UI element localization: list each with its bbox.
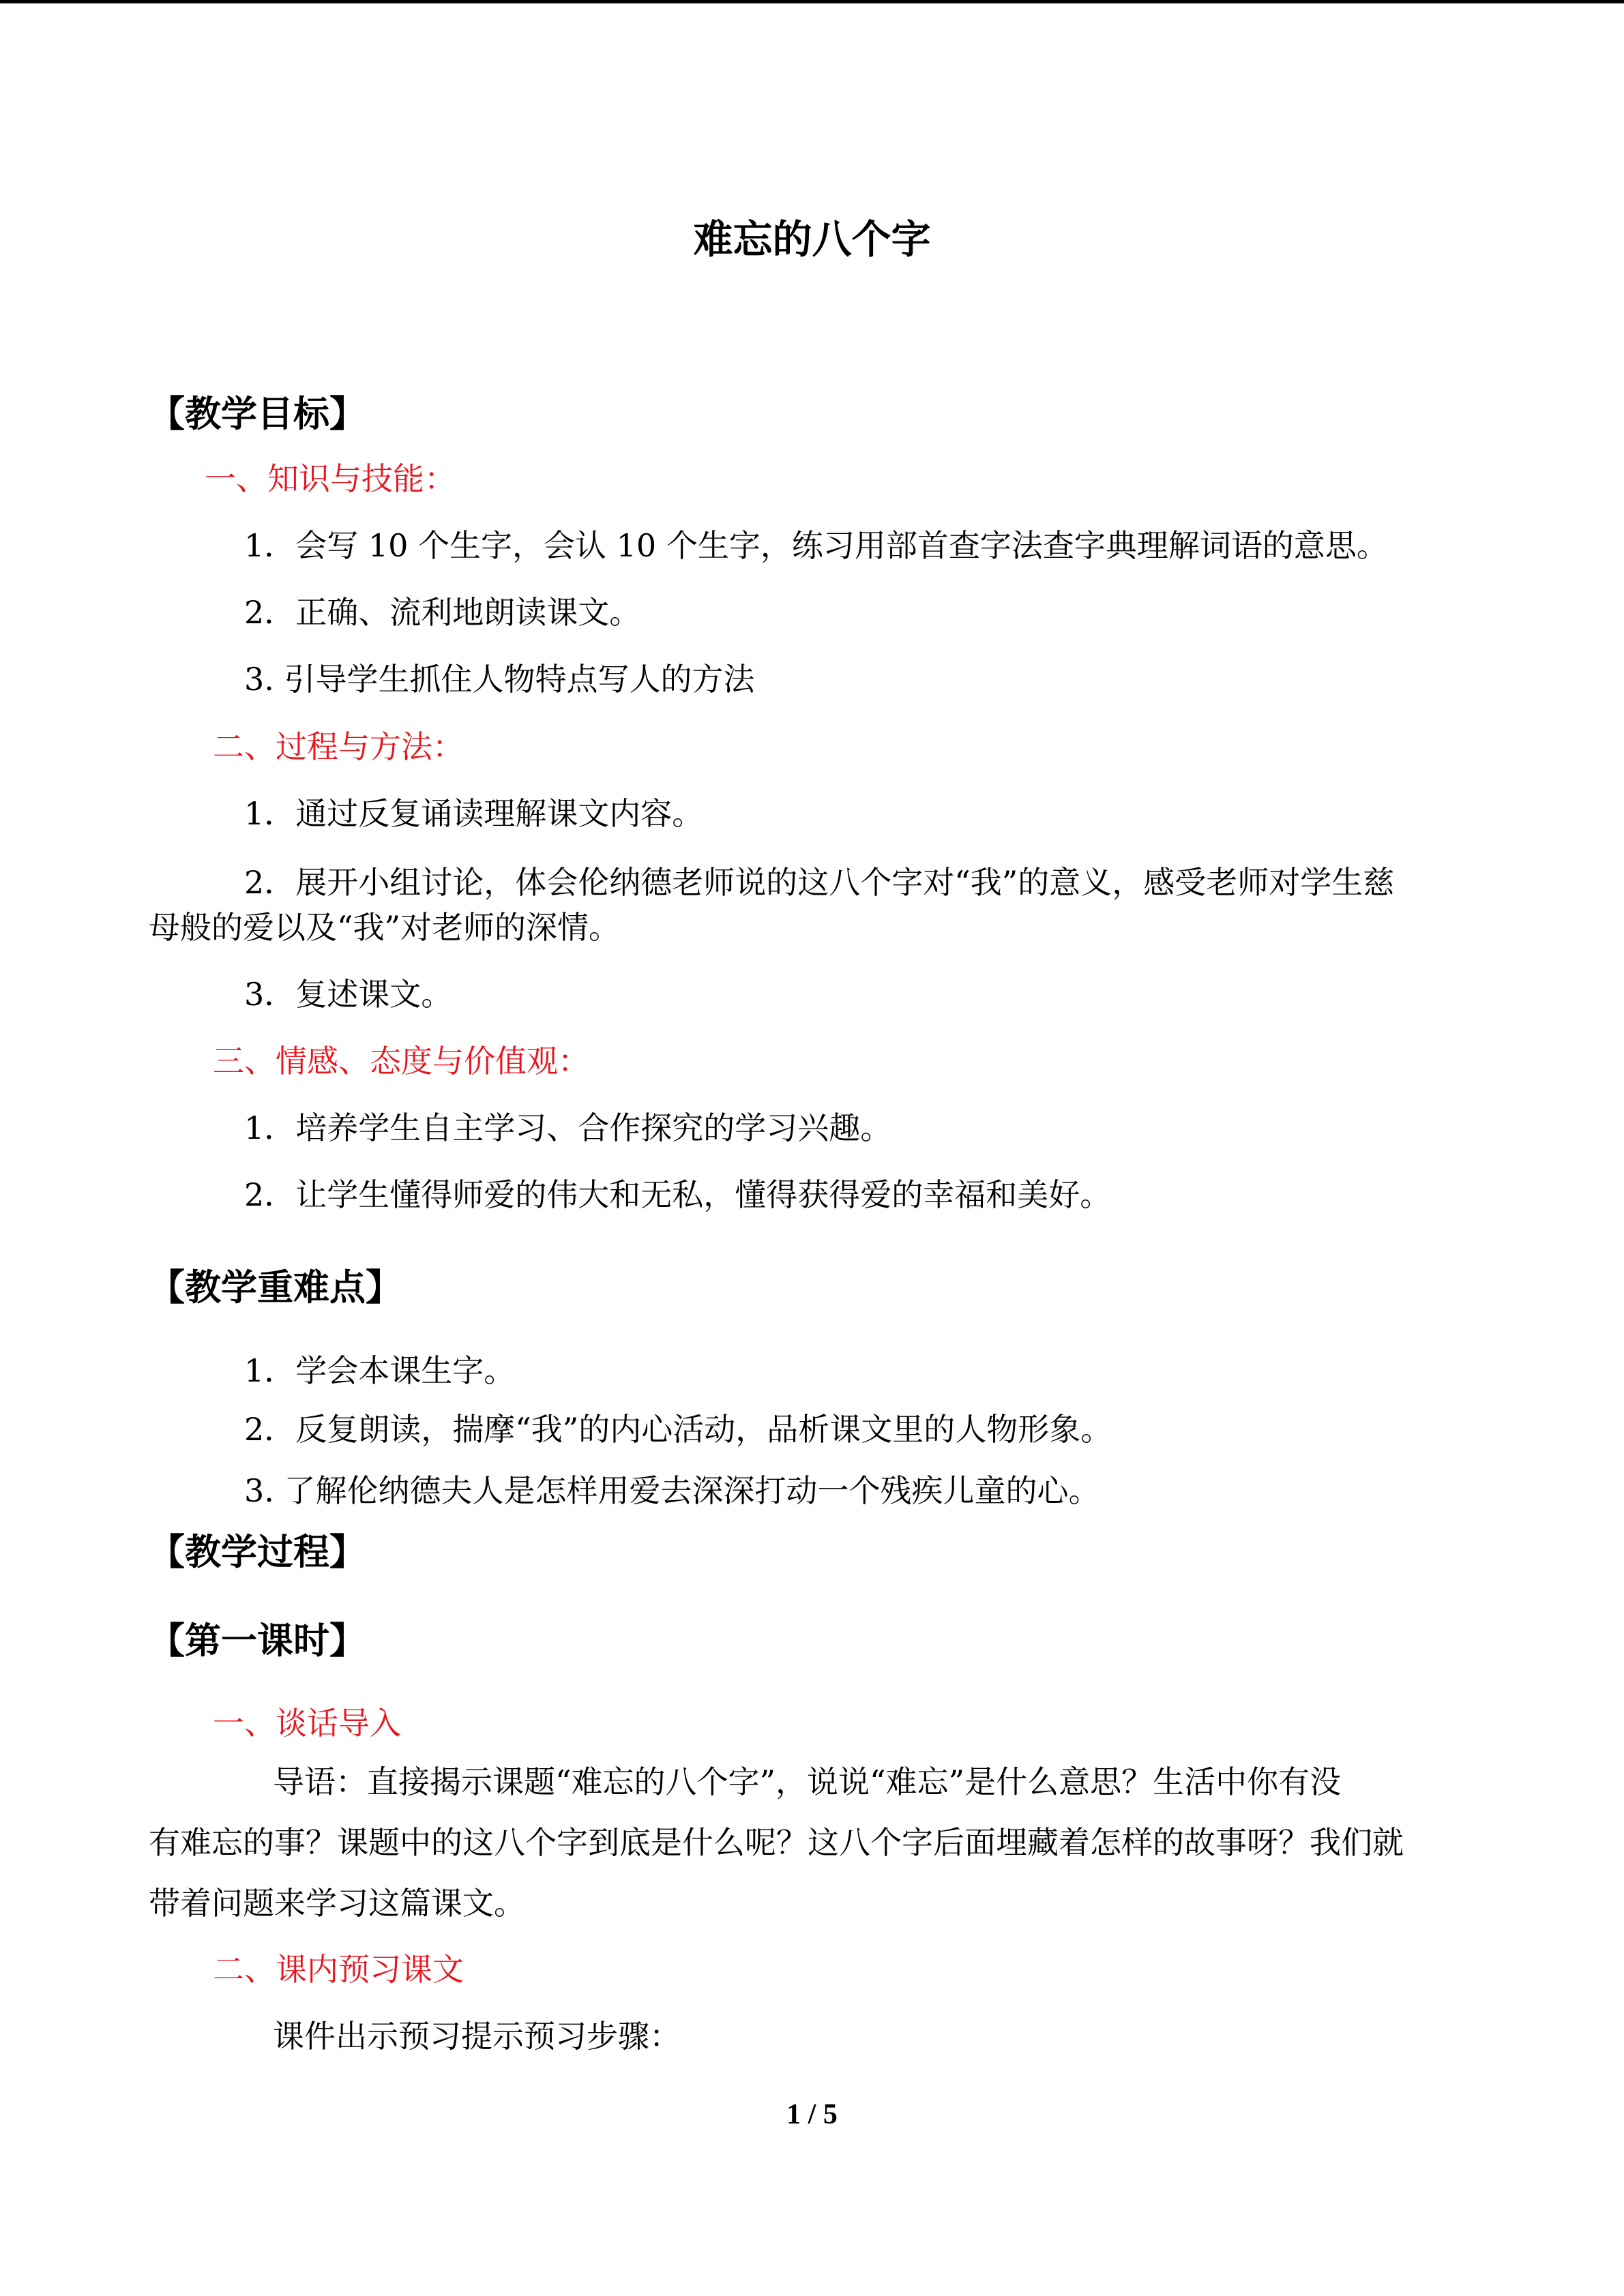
page-number: 1 / 5 [786,2099,838,2130]
heading-teaching-process: 【教学过程】 [149,1531,366,1573]
heading-key-points: 【教学重难点】 [149,1266,402,1309]
page-top-border [0,0,1624,3]
heading-first-lesson: 【第一课时】 [149,1620,366,1662]
list-item: 2．展开小组讨论，体会伦纳德老师说的这八个字对“我”的意义，感受老师对学生慈 [244,864,1395,901]
paragraph-line: 有难忘的事？课题中的这八个字到底是什么呢？这八个字后面埋藏着怎样的故事呀？我们就 [149,1824,1404,1861]
list-item: 1．学会本课生字。 [244,1352,516,1389]
list-item: 2．正确、流利地朗读课文。 [244,594,641,631]
paragraph-line: 导语：直接揭示课题“难忘的八个字”，说说“难忘”是什么意思？生活中你有没 [273,1763,1342,1800]
list-item: 1．会写 10 个生字，会认 10 个生字，练习用部首查字法查字典理解词语的意思。 [244,527,1388,564]
list-item: 2．让学生懂得师爱的伟大和无私，懂得获得爱的幸福和美好。 [244,1176,1112,1213]
list-item: 3. 引导学生抓住人物特点写人的方法 [244,661,755,698]
subheading-preview: 二、课内预习课文 [213,1951,464,1988]
list-item: 3. 了解伦纳德夫人是怎样用爱去深深打动一个残疾儿童的心。 [244,1472,1100,1509]
list-item: 1．通过反复诵读理解课文内容。 [244,795,704,832]
subheading-process: 二、过程与方法： [213,728,464,765]
heading-objectives: 【教学目标】 [149,393,366,435]
list-item-continuation: 母般的爱以及“我”对老师的深情。 [149,909,621,946]
subheading-knowledge: 一、知识与技能： [205,460,456,497]
list-item: 2．反复朗读，揣摩“我”的内心活动，品析课文里的人物形象。 [244,1411,1112,1448]
paragraph-line: 带着问题来学习这篇课文。 [149,1885,525,1922]
subheading-emotion: 三、情感、态度与价值观： [213,1043,589,1079]
list-item: 3．复述课文。 [244,976,453,1013]
subheading-intro: 一、谈话导入 [213,1705,401,1742]
paragraph-line: 课件出示预习提示预习步骤： [273,2018,681,2055]
list-item: 1．培养学生自主学习、合作探究的学习兴趣。 [244,1109,892,1146]
document-title: 难忘的八个字 [693,216,931,263]
